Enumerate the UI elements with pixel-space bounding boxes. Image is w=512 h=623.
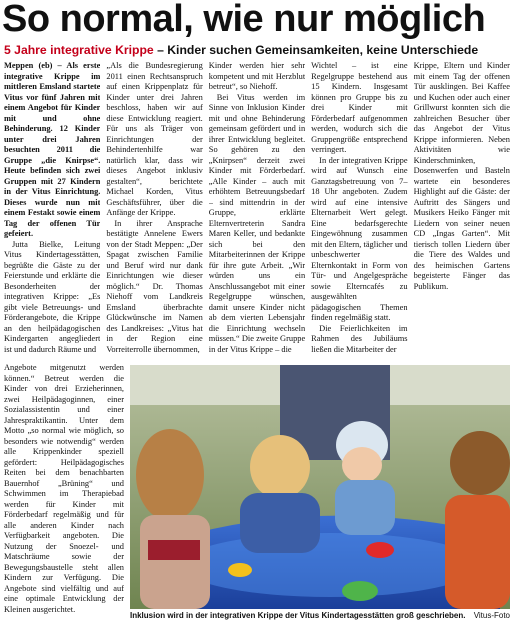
subheadline: [4, 42, 510, 58]
lead-paragraph: Meppen (eb) – Als erste integrative Krippe im mittleren Emsland startete Vitus vor fünf Jahren mit einem Angebot für Kinder mit und ohne Behinderung. 12 Kinder unter drei Jahren besuchten 2011 die Gruppe „die Knirpse“. Heute befinden sich zwei Gruppen mit 27 Kindern in der Vitus Einrichtung. Dieses wurde nun mit einem Festakt sowie einem Tag der offenen Tür gefeiert.: [4, 61, 101, 238]
article-columns-top: [4, 61, 510, 363]
paragraph: In der integrativen Krippe wird auf Wunsch eine Ganztagsbetreuung von 7–18 Uhr angeboten. Zudem wird auf eine intensive Elternarbeit Wert gelegt. Eine bedarfsgerechte Eingewöhnung zusammen mit den Eltern, täglicher und unbeschwerter Elternkontakt in Form von Tür- und Angelgespräche sowie Elterncafés zu ausgewählten pädagogischen Themen finden regelmäßig statt.: [311, 155, 408, 322]
paragraph: Krippe, Eltern und Kinder mit einem Tag der offenen Tür ausklingen. Bei Kaffee und Kuchen oder auch einer Grillwurst konnten sich die zahlreichen Besucher über das Angebot der Vitus Krippe informieren. Neben Aktivitäten wie Kinderschminken, Dosenwerfen und Basteln wartete ein besonderes Highlight auf die Gäste: der Auftritt des Sängers und Musikers Heiko Fänger mit Liedern von seiner neuen CD „Ingas Garten“. Mit tierisch tollen Liedern über die Tiere des Waldes und des heimischen Gartens begeisterte Fänger das Publikum.: [413, 61, 510, 291]
paragraph: Wichtel – ist eine Regelgruppe bestehend aus 15 Kindern. Insgesamt können pro Gruppe bis zu drei Kinder mit Förderbedarf aufgenommen werden, wodurch sich die Gruppengröße entsprechend verringert.: [311, 61, 408, 154]
children-playing-image: [130, 365, 510, 609]
paragraph: In ihrer Ansprache bestätigte Annelene Ewers von der Stadt Meppen: „Der Spagat zwischen Familie und Beruf wird nur dank Einrichtungen wie dieser möglich.“ Dr. Thomas Niehoff vom Landkreis Emsland überbrachte Glückwünsche im Namen des Landkreises: „Vitus hat in der Region eine Vorreiterrolle übernommen,: [106, 218, 203, 354]
paragraph: Kinder werden hier sehr kompetent und mit Herzblut betreut“, so Niehoff.: [208, 61, 306, 91]
headline: So normal, wie nur möglich: [2, 0, 486, 40]
photo-caption: Inklusion wird in der integrativen Krippe der Vitus Kindertagesstätten groß geschrieben.: [130, 611, 466, 620]
paragraph: „Als die Bundesregierung 2011 einen Rechtsanspruch auf einen Krippenplatz für Kinder unter drei Jahren beschloss, haben wir auf diese Entwicklung reagiert. Für uns als Träger von Einrichtungen der Behindertenhilfe war natürlich klar, dass wir dieses Angebot inklusiv gestalten“, berichtete Michael Korden, Vitus Geschäftsführer, über die Anfänge der Krippe.: [106, 61, 203, 217]
column-1: [4, 61, 100, 363]
photo-credit: Vitus-Foto: [473, 611, 510, 620]
paragraph: Angebote mitgenutzt werden können.“ Betreut werden die Kinder von drei Erzieherinnen, zwei Heilpädagoginnen, einer Sozialassistentin und einer Jahrespraktikantin. Unter dem Motto „so normal wie möglich, so besonders wie notwendig“ werden alle Krippenkinder speziell gefördert: Heilpädagogisches Reiten bei dem benachbarten Bauernhof „Brüning“ und Schwimmen im Therapiebad werden für Kinder mit Förderbedarf regelmäßig und für alle anderen Kinder nach Verfügbarkeit angeboten. Die Nutzung der Snoezel- und Matschräume sowie der Bewegungsbaustelle steht allen Kindern zur Verfügung. Die Angebote sind vielfältig und auf eine optimale Entwicklung der Kleinen ausgerichtet.: [4, 363, 124, 614]
column-5: [414, 61, 510, 363]
photo-caption-line: [130, 611, 510, 621]
column-2: [106, 61, 202, 363]
article-photo: [130, 365, 510, 609]
paragraph: Die Feierlichkeiten im Rahmen des Jubiläums ließen die Mitarbeiter der: [311, 323, 408, 354]
paragraph: Bei Vitus werden im Sinne von Inklusion Kinder mit und ohne Behinderung gemeinsam gefördert und in ihrer Entwicklung begleitet. So gehören zu den „Knirpsen“ derzeit zwei Kinder mit Förderbedarf. „Alle Kinder – auch mit erhöhtem Betreuungsbedarf – sind mittendrin in der Gruppe, erklärte Elternvertreterin Sandra Maren Keller, und bedankte sich bei den Mitarbeiterinnen der Krippe für ihre gute Arbeit. „Wir würden uns ein Anschlussangebot mit einer Regelgruppe wünschen, damit unsere Kinder nicht ab dem vierten Lebensjahr die Einrichtung wechseln müssen.“ Die zweite Gruppe in der Vitus Krippe – die: [208, 92, 306, 354]
column-4: [311, 61, 407, 363]
subheadline-kicker: 5 Jahre integrative Krippe: [4, 43, 154, 57]
subheadline-text: – Kinder suchen Gemeinsamkeiten, keine Unterschiede: [153, 43, 479, 57]
column-3: [209, 61, 305, 363]
paragraph: Jutta Bielke, Leitung Vitus Kindertagesstätten, begrüßte die Gäste zu der Feierstunde und erklärte die Besonderheiten der integrativen Krippe: „Es gibt viele Betreuungs- und Förderangebote, die Krippe an den heilpädagogischen Kindergarten angegliedert ist und dadurch Räume und: [4, 239, 101, 354]
column-1-lower: [4, 363, 124, 614]
